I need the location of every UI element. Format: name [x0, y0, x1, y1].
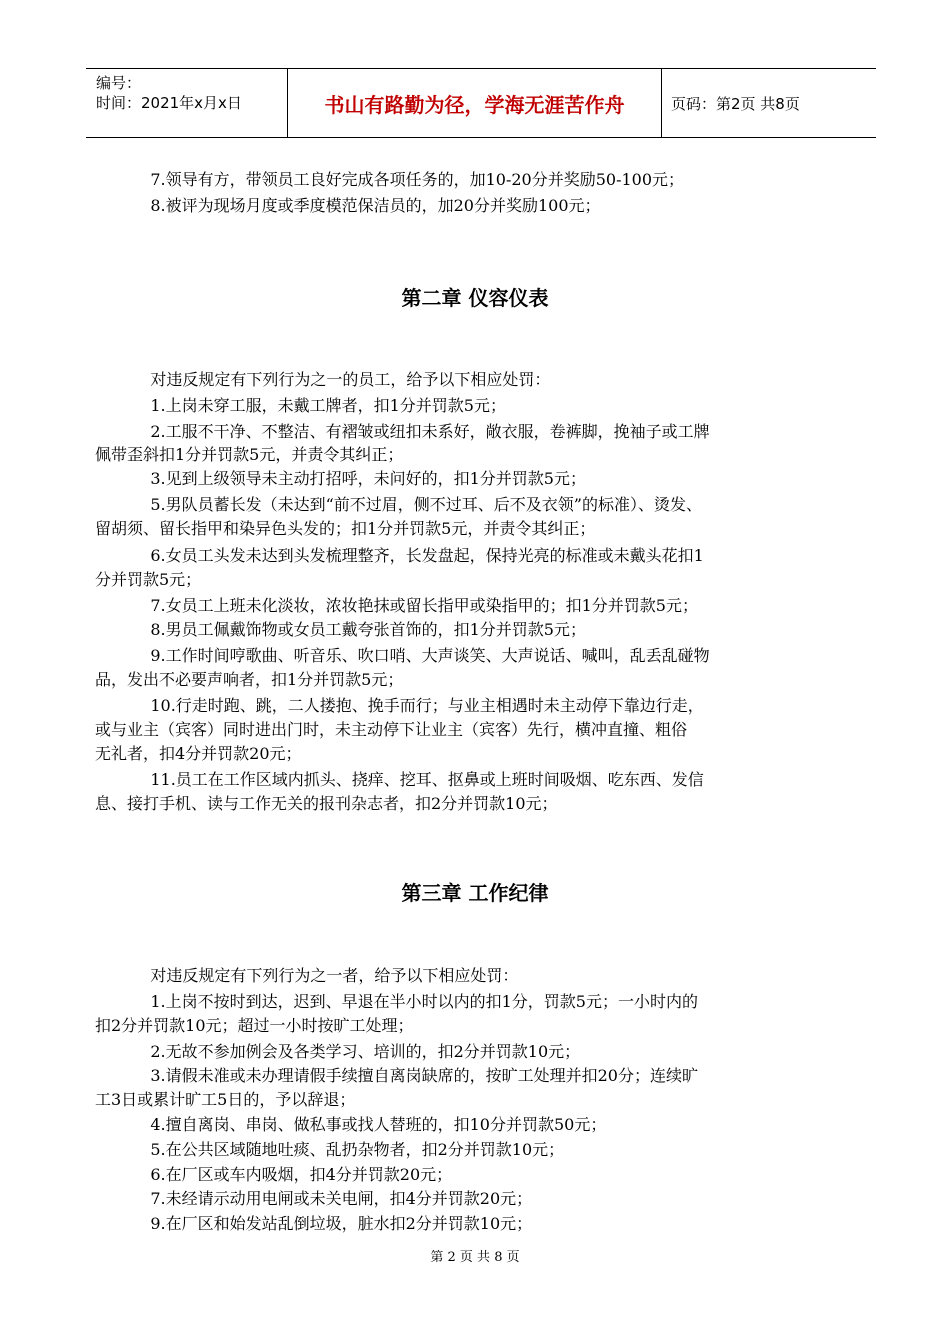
- paragraph-line: 5.男队员蓄长发（未达到“前不过眉，侧不过耳、后不及衣领”的标准）、烫发、: [130, 495, 702, 514]
- paragraph-line: 3.请假未准或未办理请假手续擅自离岗缺席的，按旷工处理并扣20分；连续旷: [130, 1066, 698, 1085]
- paragraph-line: 5.在公共区域随地吐痰、乱扔杂物者，扣2分并罚款10元；: [130, 1140, 565, 1159]
- page-footer: 第 2 页 共 8 页: [430, 1250, 520, 1265]
- paragraph-line: 工3日或累计旷工5日的，予以辞退；: [95, 1090, 356, 1109]
- header-motto: 书山有路勤为径，学海无涯苦作舟: [324, 92, 625, 117]
- chapter-title: 第二章 仪容仪表: [401, 286, 549, 310]
- header-divider: [661, 69, 662, 137]
- paragraph-line: 2.无故不参加例会及各类学习、培训的，扣2分并罚款10元；: [130, 1042, 581, 1061]
- paragraph-line: 对违反规定有下列行为之一者，给予以下相应处罚：: [130, 966, 519, 985]
- paragraph-line: 对违反规定有下列行为之一的员工，给予以下相应处罚：: [130, 370, 551, 389]
- paragraph-line: 6.在厂区或车内吸烟，扣4分并罚款20元；: [130, 1165, 453, 1184]
- time-label: 时间：2021年x月x日: [96, 94, 242, 112]
- paragraph-line: 或与业主（宾客）同时进出门时，未主动停下让业主（宾客）先行，横冲直撞、粗俗: [95, 720, 688, 739]
- number-label: 编号：: [96, 74, 142, 92]
- paragraph-line: 留胡须、留长指甲和染异色头发的；扣1分并罚款5元，并责令其纠正；: [95, 519, 596, 538]
- paragraph-line: 4.擅自离岗、串岗、做私事或找人替班的，扣10分并罚款50元；: [130, 1115, 607, 1134]
- paragraph-line: 6.女员工头发未达到头发梳理整齐，长发盘起，保持光亮的标准或未戴头花扣1: [130, 546, 704, 565]
- paragraph-line: 1.上岗未穿工服，未戴工牌者，扣1分并罚款5元；: [130, 396, 506, 415]
- paragraph-line: 7.领导有方，带领员工良好完成各项任务的，加10-20分并奖励50-100元；: [130, 170, 685, 189]
- paragraph-line: 分并罚款5元；: [95, 570, 202, 589]
- paragraph-line: 11.员工在工作区域内抓头、挠痒、挖耳、抠鼻或上班时间吸烟、吃东西、发信: [130, 770, 704, 789]
- paragraph-line: 10.行走时跑、跳，二人搂抱、挽手而行；与业主相遇时未主动停下靠边行走，: [130, 696, 704, 715]
- chapter-title: 第三章 工作纪律: [401, 881, 549, 905]
- paragraph-line: 1.上岗不按时到达，迟到、早退在半小时以内的扣1分，罚款5元；一小时内的: [130, 992, 698, 1011]
- paragraph-line: 7.女员工上班未化淡妆，浓妆艳抹或留长指甲或染指甲的；扣1分并罚款5元；: [130, 596, 698, 615]
- header-meta-cell: [86, 69, 286, 137]
- paragraph-line: 3.见到上级领导未主动打招呼，未问好的，扣1分并罚款5元；: [130, 469, 586, 488]
- paragraph-line: 息、接打手机、读与工作无关的报刊杂志者，扣2分并罚款10元；: [95, 794, 558, 813]
- paragraph-line: 无礼者，扣4分并罚款20元；: [95, 744, 302, 763]
- header-table: [86, 68, 876, 138]
- paragraph-line: 扣2分并罚款10元；超过一小时按旷工处理；: [95, 1016, 414, 1035]
- paragraph-line: 佩带歪斜扣1分并罚款5元，并责令其纠正；: [95, 445, 404, 464]
- paragraph-line: 8.男员工佩戴饰物或女员工戴夸张首饰的，扣1分并罚款5元；: [130, 620, 586, 639]
- paragraph-line: 8.被评为现场月度或季度模范保洁员的，加20分并奖励100元；: [130, 196, 601, 215]
- paragraph-line: 7.未经请示动用电闸或未关电闸，扣4分并罚款20元；: [130, 1189, 533, 1208]
- paragraph-line: 品，发出不必要声响者，扣1分并罚款5元；: [95, 670, 404, 689]
- paragraph-line: 2.工服不干净、不整洁、有褶皱或纽扣未系好，敞衣服，卷裤脚，挽袖子或工牌: [130, 422, 710, 441]
- paragraph-line: 9.在厂区和始发站乱倒垃圾，脏水扣2分并罚款10元；: [130, 1214, 533, 1233]
- page-label: 页码：第2页 共8页: [671, 95, 800, 113]
- paragraph-line: 9.工作时间哼歌曲、听音乐、吹口哨、大声谈笑、大声说话、喊叫，乱丢乱碰物: [130, 646, 710, 665]
